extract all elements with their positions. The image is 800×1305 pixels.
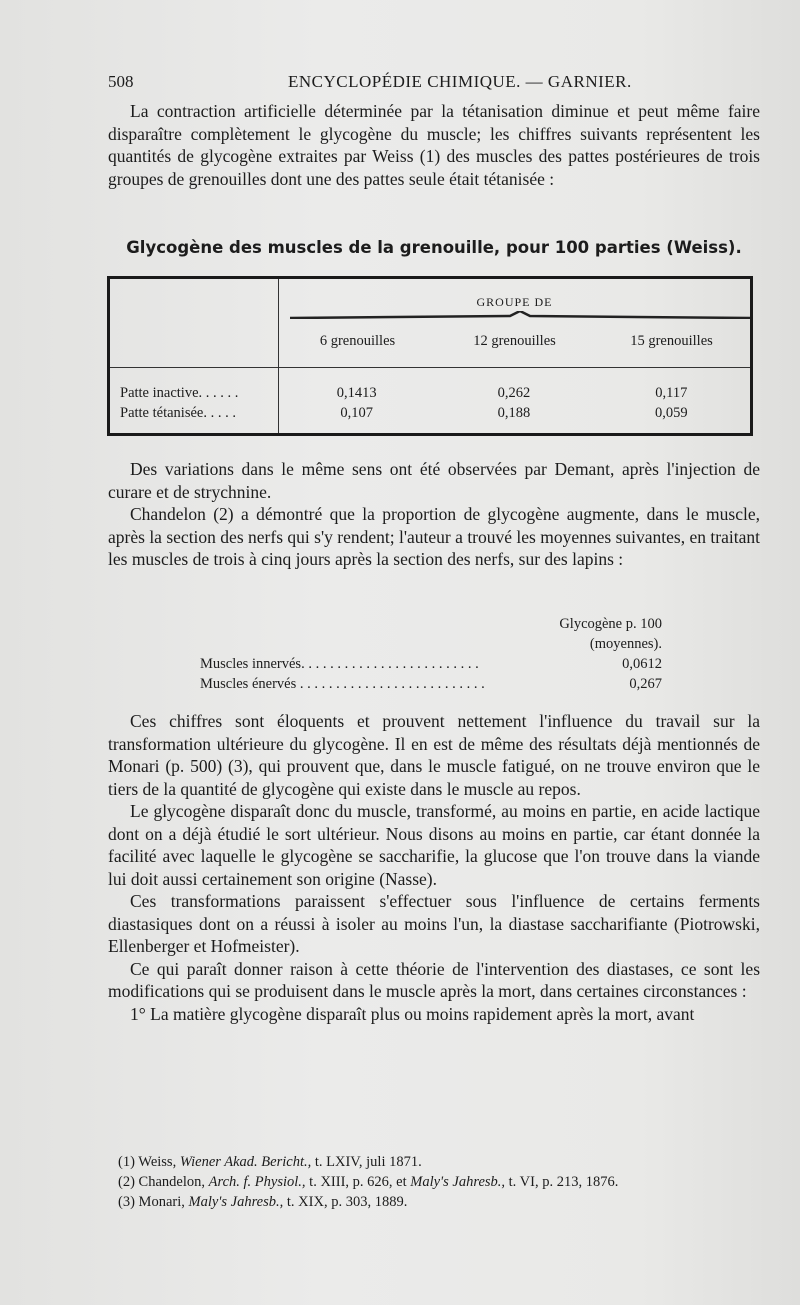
footnotes xyxy=(118,1152,758,1212)
table-header: (moyennes). xyxy=(589,636,662,652)
paragraph: 1° La matière glycogène disparaît plus ou moins rapidement après la mort, avant xyxy=(130,1003,695,1024)
text-block xyxy=(108,458,760,571)
footnote-number: (1) xyxy=(118,1154,135,1170)
row-label: Patte tétanisée. . . . . xyxy=(120,405,236,421)
column-header: 6 grenouilles xyxy=(319,333,396,349)
rabbit-glycogen-table xyxy=(200,614,662,694)
row-label: Muscles innervés. . . . . . . . . . . . . . . . . . . . . . . . . xyxy=(200,656,479,672)
table-cell: 0,262 xyxy=(497,385,531,401)
table-cell: 0,0612 xyxy=(622,656,662,672)
row-label: Muscles énervés . . . . . . . . . . . . . . . . . . . . . . . . . . xyxy=(200,676,485,692)
table-body xyxy=(120,383,750,423)
footnote-author: Chandelon, xyxy=(138,1174,205,1190)
table-cell: 0,059 xyxy=(655,405,688,421)
footnote xyxy=(118,1172,758,1192)
footnote-journal: Maly's Jahresb., xyxy=(188,1194,284,1210)
paragraph: Ces chiffres sont éloquents et prouvent nettement l'influence du travail sur la transformation ultérieure du glycogène. Il en est de même des résultats déjà mentionnés de Monari (p. 500) (3), qui prouvent que, dans le muscle fatigué, on ne trouve environ que le tiers de la quantité de glycogène qui existe dans le muscle au repos. xyxy=(108,711,760,799)
column-header: 15 grenouilles xyxy=(630,333,713,349)
text-block xyxy=(108,710,760,1025)
table-row xyxy=(120,403,750,423)
footnote-author: Weiss, xyxy=(138,1154,177,1170)
table-row xyxy=(120,383,750,403)
table-cell: 0,267 xyxy=(629,676,662,692)
paragraph: Ce qui paraît donner raison à cette théorie de l'intervention des diastases, ce sont les modifications qui se produisent dans le muscle après la mort, dans certaines circonstances : xyxy=(108,958,760,1001)
running-title: ENCYCLOPÉDIE CHIMIQUE. — GARNIER. xyxy=(288,72,632,91)
table-row xyxy=(200,674,662,694)
footnote xyxy=(118,1152,758,1172)
footnote xyxy=(118,1192,758,1212)
group-brace xyxy=(290,311,750,319)
column-header: 12 grenouilles xyxy=(473,333,556,349)
footnote-journal: Maly's Jahresb., xyxy=(410,1174,506,1190)
table-caption: Glycogène des muscles de la grenouille, pour 100 parties (Weiss). xyxy=(126,238,742,257)
table-row xyxy=(200,654,662,674)
table-column-headers xyxy=(279,333,750,350)
footnote-reference: t. XIX, p. 303, 1889. xyxy=(286,1194,408,1210)
table-header: Glycogène p. 100 xyxy=(559,616,662,632)
footnote-number: (3) xyxy=(118,1194,135,1210)
table-cell: 0,188 xyxy=(497,405,531,421)
footnote-journal: Wiener Akad. Bericht., xyxy=(179,1154,312,1170)
table-cell: 0,107 xyxy=(340,405,373,421)
footnote-reference: t. VI, p. 213, 1876. xyxy=(508,1174,619,1190)
paragraph: Le glycogène disparaît donc du muscle, transformé, au moins en partie, en acide lactique dont on a déjà étudié le sort ultérieur. Nous disons au moins en partie, car étant donnée la facilité avec laquelle le glycogène se saccharifie, la glucose que l'on trouve dans la viande lui doit aussi certainement son origine (Nasse). xyxy=(108,801,760,889)
table-cell: 0,1413 xyxy=(336,385,377,401)
footnote-journal: Arch. f. Physiol., xyxy=(208,1174,306,1190)
paragraph: Chandelon (2) a démontré que la proportion de glycogène augmente, dans le muscle, après la section des nerfs qui s'y rendent; l'auteur a trouvé les moyennes suivantes, en traitant les muscles de trois à cinq jours après la section des nerfs, sur des lapins : xyxy=(108,504,760,569)
table-rule xyxy=(110,367,750,368)
footnote-reference: t. XIII, p. 626, et xyxy=(309,1174,407,1190)
paragraph: Des variations dans le même sens ont été observées par Demant, après l'injection de curare et de strychnine. xyxy=(108,459,760,502)
page-number: 508 xyxy=(108,72,134,91)
footnote-number: (2) xyxy=(118,1174,135,1190)
row-label: Patte inactive. . . . . . xyxy=(120,385,239,401)
table-group-header: GROUPE DE xyxy=(476,295,553,309)
footnote-author: Monari, xyxy=(138,1194,185,1210)
footnote-reference: t. LXIV, juli 1871. xyxy=(314,1154,422,1170)
paragraph: Ces transformations paraissent s'effectuer sous l'influence de certains ferments diastasiques dont on a réussi à isoler au moins l'un, la diastase saccharifiante (Piotrowski, Ellenberger et Hofmeister). xyxy=(108,891,760,956)
table-cell: 0,117 xyxy=(655,385,688,401)
paragraph: La contraction artificielle déterminée par la tétanisation diminue et peut même faire disparaître complètement le glycogène du muscle; les chiffres suivants représentent les quantités de glycogène extraites par Weiss (1) des muscles des pattes postérieures de trois groupes de grenouilles dont une des pattes seule était tétanisée : xyxy=(108,101,760,189)
frog-glycogen-table xyxy=(107,276,753,436)
